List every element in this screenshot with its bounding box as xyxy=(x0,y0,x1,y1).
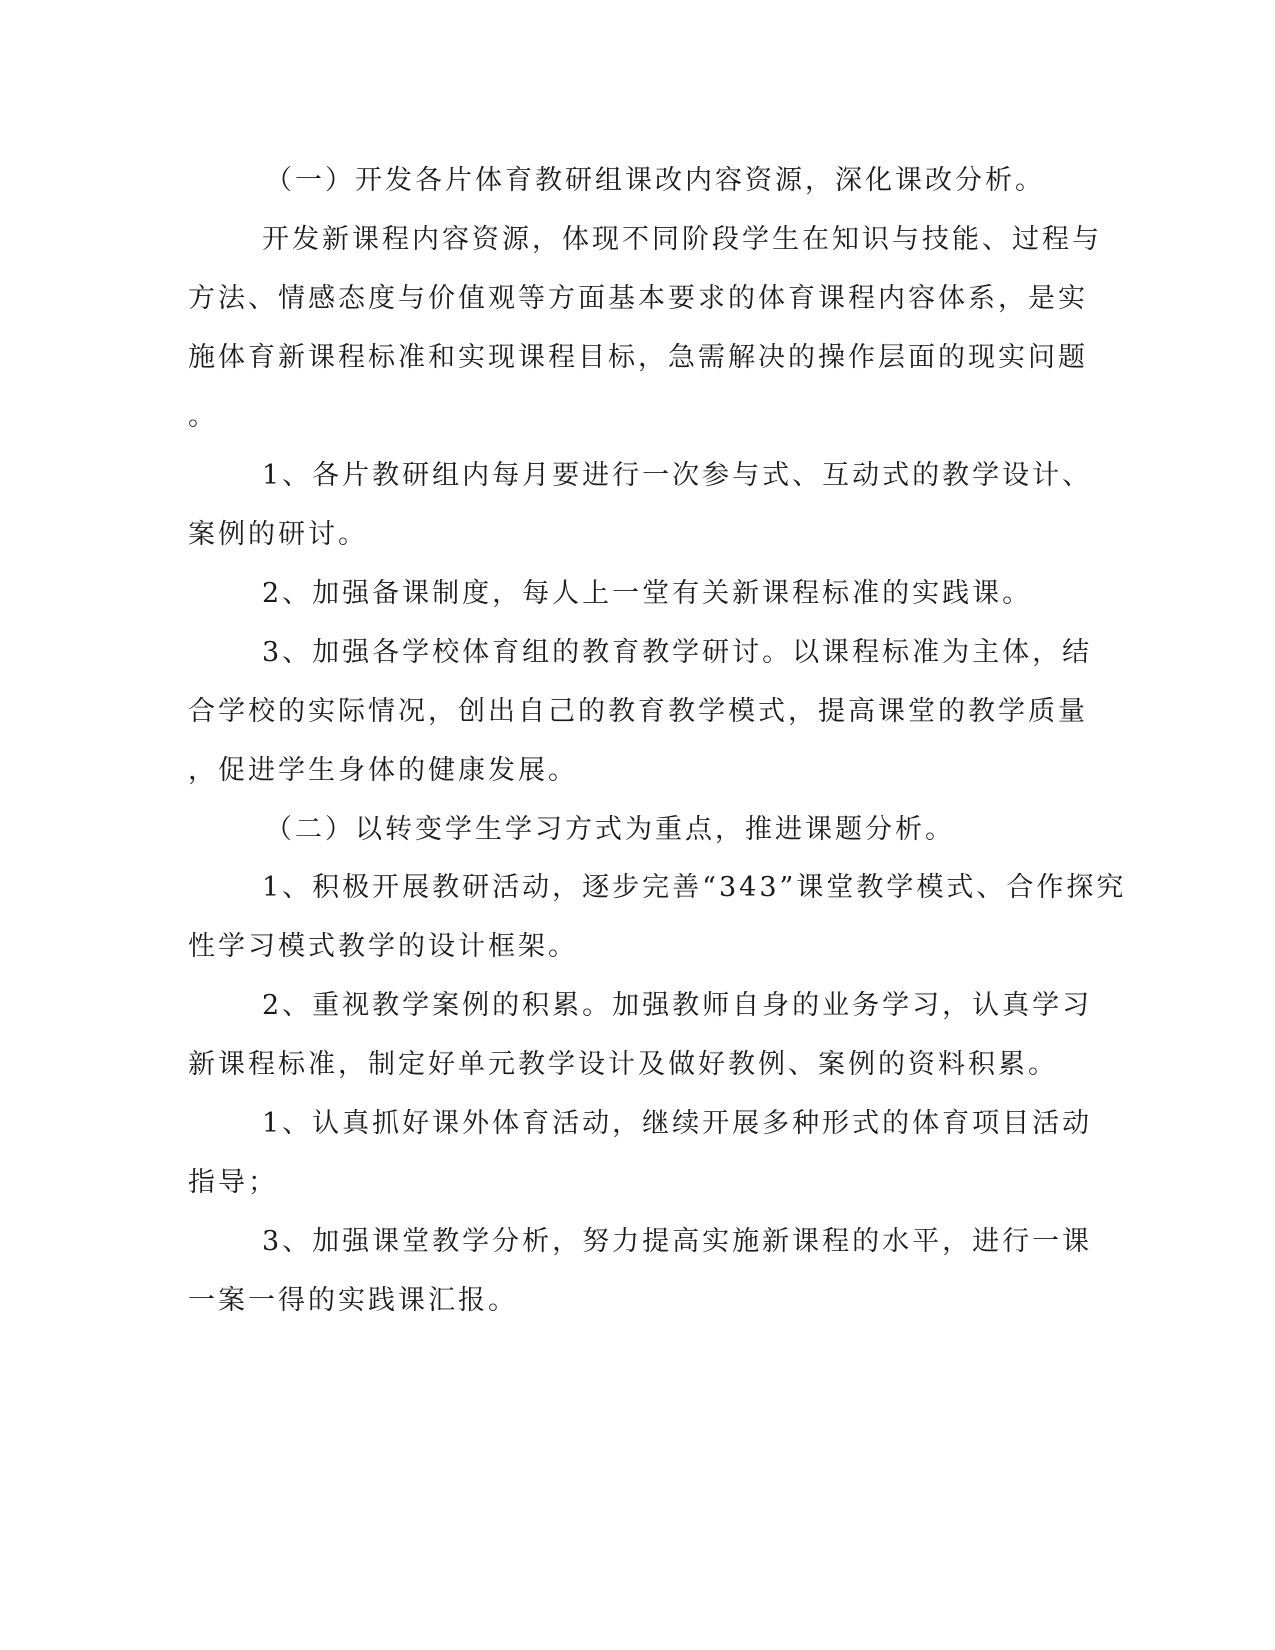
list-item-line: 案例的研讨。 xyxy=(188,519,368,550)
list-item-line: 2、重视教学案例的积累。加强教师自身的业务学习，认真学习 xyxy=(262,990,1093,1021)
paragraph-line: 方法、情感态度与价值观等方面基本要求的体育课程内容体系，是实 xyxy=(188,283,1088,314)
section-heading-1: （一）开发各片体育教研组课改内容资源，深化课改分析。 xyxy=(265,165,1045,196)
paragraph-line: 施体育新课程标准和实现课程目标，急需解决的操作层面的现实问题 xyxy=(188,342,1088,373)
list-item-line: 性学习模式教学的设计框架。 xyxy=(188,931,578,962)
list-item-line: 2、加强备课制度，每人上一堂有关新课程标准的实践课。 xyxy=(262,578,1033,609)
list-item-line: 1、积极开展教研活动，逐步完善“343”课堂教学模式、合作探究 xyxy=(262,872,1127,903)
list-item-line: 3、加强课堂教学分析，努力提高实施新课程的水平，进行一课 xyxy=(262,1226,1093,1257)
paragraph-line: 开发新课程内容资源，体现不同阶段学生在知识与技能、过程与 xyxy=(262,224,1102,255)
list-item-line: 指导； xyxy=(188,1167,278,1198)
paragraph-line: 。 xyxy=(188,401,218,432)
list-item-line: 1、各片教研组内每月要进行一次参与式、互动式的教学设计、 xyxy=(262,460,1093,491)
list-item-line: 新课程标准，制定好单元教学设计及做好教例、案例的资料积累。 xyxy=(188,1049,1058,1080)
list-item-line: 合学校的实际情况，创出自己的教育教学模式，提高课堂的教学质量 xyxy=(188,696,1088,727)
list-item-line: 3、加强各学校体育组的教育教学研讨。以课程标准为主体，结 xyxy=(262,637,1093,668)
list-item-line: 一案一得的实践课汇报。 xyxy=(188,1285,518,1316)
section-heading-2: （二）以转变学生学习方式为重点，推进课题分析。 xyxy=(265,814,955,845)
list-item-line: 1、认真抓好课外体育活动，继续开展多种形式的体育项目活动 xyxy=(262,1108,1093,1139)
list-item-line: ，促进学生身体的健康发展。 xyxy=(188,755,578,786)
